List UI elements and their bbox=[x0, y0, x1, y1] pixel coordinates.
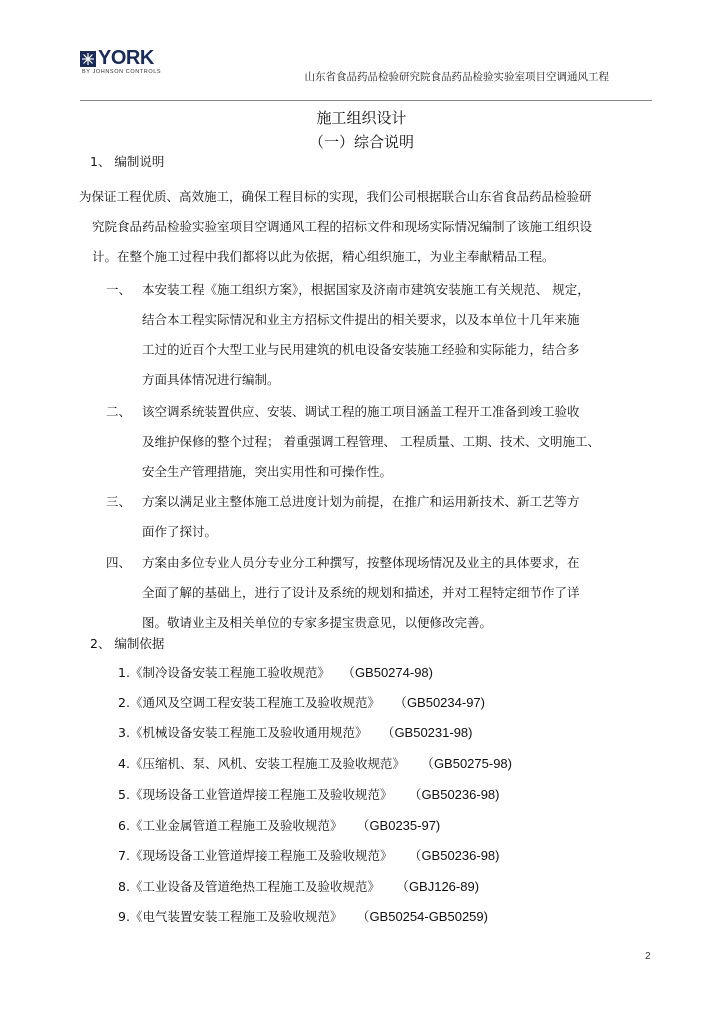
ref-num: 6. bbox=[118, 818, 130, 833]
ref-name: 《工业金属管道工程施工及验收规范》 bbox=[129, 818, 343, 833]
item-line: 结合本工程实际情况和业主方招标文件提出的相关要求，以及本单位十几年来施 bbox=[142, 312, 580, 327]
ref-code: （GB50275-98) bbox=[420, 756, 512, 771]
reference-item bbox=[118, 784, 500, 803]
ref-code: （GB50231-98) bbox=[381, 725, 473, 740]
york-logo bbox=[80, 49, 175, 79]
reference-item bbox=[118, 845, 500, 864]
ref-num: 9. bbox=[118, 909, 130, 924]
ref-name: 《现场设备工业管道焊接工程施工及验收规范》 bbox=[129, 787, 393, 802]
item-line: 方案由多位专业人员分专业分工种撰写，按整体现场情况及业主的具体要求，在 bbox=[142, 555, 580, 570]
ref-name: 《机械设备安装工程施工及验收通用规范》 bbox=[129, 725, 368, 740]
ref-code: （GB50236-98) bbox=[408, 787, 500, 802]
snowflake-icon bbox=[80, 51, 96, 67]
ref-num: 4. bbox=[118, 756, 130, 771]
ref-name: 《通风及空调工程安装工程施工及验收规范》 bbox=[129, 695, 380, 710]
reference-item bbox=[118, 876, 479, 895]
item-marker: 三、 bbox=[106, 494, 132, 509]
item-line: 方案以满足业主整体施工总进度计划为前提，在推广和运用新技术、新工艺等方 bbox=[142, 494, 580, 509]
item-line: 该空调系统装置供应、安装、调试工程的施工项目涵盖工程开工准备到竣工验收 bbox=[142, 404, 580, 419]
reference-item bbox=[118, 662, 433, 681]
ref-name: 《制冷设备安装工程施工验收规范》 bbox=[129, 665, 330, 680]
ref-num: 5. bbox=[118, 787, 130, 802]
main-title: 施工组织设计 bbox=[316, 109, 407, 127]
ref-code: （GBJ126-89) bbox=[395, 879, 480, 894]
ref-num: 8. bbox=[118, 879, 130, 894]
intro-line: 究院食品药品检验实验室项目空调通风工程的招标文件和现场实际情况编制了该施工组织设 bbox=[92, 219, 593, 234]
ref-code: （GB50274-98) bbox=[341, 665, 433, 680]
ref-num: 7. bbox=[118, 848, 130, 863]
item-marker: 一、 bbox=[106, 282, 132, 297]
item-line: 图。敬请业主及相关单位的专家多提宝贵意见，以便修改完善。 bbox=[142, 615, 493, 630]
item-line: 及维护保修的整个过程； 着重强调工程管理、 工程质量、工期、技术、文明施工、 bbox=[142, 434, 600, 449]
reference-item bbox=[118, 753, 512, 772]
item-marker: 四、 bbox=[106, 555, 132, 570]
item-line: 方面具体情况进行编制。 bbox=[142, 372, 280, 387]
item-line: 全面了解的基础上，进行了设计及系统的规划和描述，并对工程特定细节作了详 bbox=[142, 585, 580, 600]
sub-title: （一）综合说明 bbox=[308, 133, 414, 151]
page-number: 2 bbox=[645, 951, 651, 962]
header-divider bbox=[80, 100, 652, 101]
ref-num: 3. bbox=[118, 725, 130, 740]
ref-code: （GB50234-97) bbox=[393, 695, 485, 710]
item-line: 工过的近百个大型工业与民用建筑的机电设备安装施工经验和实际能力，结合多 bbox=[142, 342, 580, 357]
project-title: 山东省食品药品检验研究院食品药品检验实验室项目空调通风工程 bbox=[304, 71, 609, 83]
ref-num: 2. bbox=[118, 695, 130, 710]
logo-subtext: BY JOHNSON CONTROLS bbox=[82, 69, 162, 75]
intro-line: 为保证工程优质、高效施工，确保工程目标的实现，我们公司根据联合山东省食品药品检验研 bbox=[79, 189, 592, 204]
ref-num: 1. bbox=[118, 665, 130, 680]
item-line: 安全生产管理措施，突出实用性和可操作性。 bbox=[142, 464, 393, 479]
ref-code: （GB0235-97) bbox=[356, 818, 441, 833]
reference-item bbox=[118, 906, 488, 925]
item-line: 面作了探讨。 bbox=[142, 524, 218, 539]
intro-line: 计。在整个施工过程中我们都将以此为依据，精心组织施工，为业主奉献精品工程。 bbox=[92, 249, 555, 264]
ref-name: 《压缩机、泵、风机、安装工程施工及验收规范》 bbox=[129, 756, 405, 771]
section1-heading: 1、 编制说明 bbox=[90, 154, 165, 169]
ref-code: （GB50254-GB50259) bbox=[356, 909, 488, 924]
item-line: 本安装工程《施工组织方案》，根据国家及济南市建筑安装施工有关规范、 规定， bbox=[142, 282, 590, 297]
logo-text: YORK bbox=[98, 47, 154, 69]
ref-name: 《电气装置安装工程施工及验收规范》 bbox=[129, 909, 343, 924]
ref-name: 《现场设备工业管道焊接工程施工及验收规范》 bbox=[129, 848, 393, 863]
ref-name: 《工业设备及管道绝热工程施工及验收规范》 bbox=[129, 879, 380, 894]
ref-code: （GB50236-98) bbox=[408, 848, 500, 863]
reference-item bbox=[118, 692, 485, 711]
reference-item bbox=[118, 722, 473, 741]
section2-heading: 2、 编制依据 bbox=[90, 636, 165, 651]
reference-item bbox=[118, 815, 440, 834]
item-marker: 二、 bbox=[106, 404, 132, 419]
